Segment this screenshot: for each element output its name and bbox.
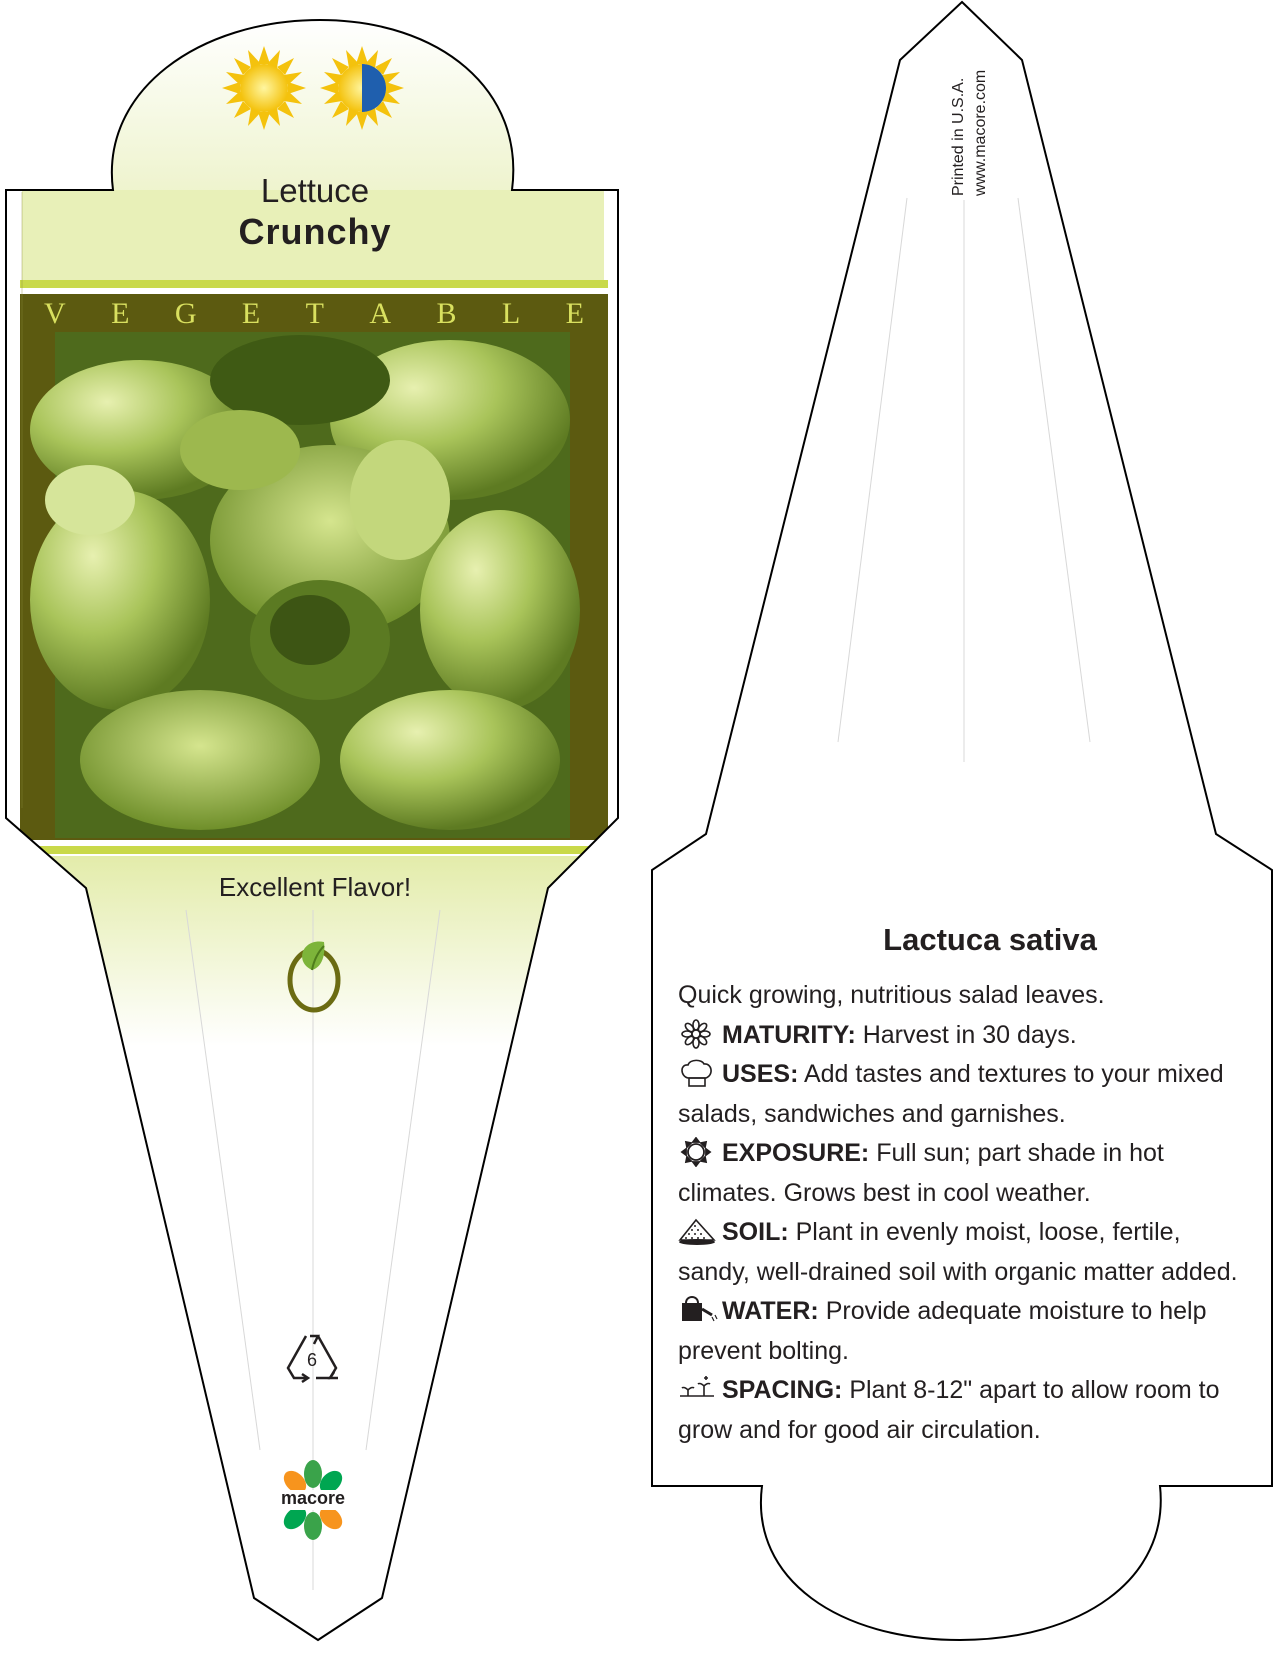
maturity-text: Harvest in 30 days. [855,1020,1077,1049]
flower-icon [678,1019,718,1049]
category-letter: V [44,297,66,330]
exposure-text: Full sun; part shade in hot climates. Grows best in cool weather. [678,1139,1164,1207]
uses-item [678,1055,1238,1134]
category-letter: A [369,297,392,330]
category-label [44,297,584,337]
seedlings-icon [678,1374,718,1404]
chef-hat-icon [678,1058,718,1088]
website: www.macore.com [972,69,989,196]
soil-icon [678,1216,718,1246]
brand-logo-text: macore [280,1488,346,1508]
water-label: WATER: [722,1297,819,1325]
uses-label: USES: [722,1060,799,1088]
sun-outline-icon [678,1137,718,1167]
category-letter: E [111,297,130,330]
printer-info [948,70,992,196]
recycle-number: 6 [306,1350,317,1370]
spacing-text: Plant 8-12" apart to allow room to grow and for good air circulation. [678,1376,1220,1444]
watering-can-icon [678,1295,718,1325]
water-item [678,1292,1238,1371]
full-sun-icon [222,46,306,130]
soil-text: Plant in evenly moist, loose, fertile, sandy, well-drained soil with organic matter added. [678,1218,1238,1286]
maturity-item [678,1016,1238,1056]
care-info [678,976,1238,1450]
top-green-band [20,280,608,288]
intro-text: Quick growing, nutritious salad leaves. [678,981,1105,1009]
soil-label: SOIL: [722,1218,789,1246]
category-letter: E [241,297,261,330]
part-sun-icon [320,46,404,130]
bottom-green-band [20,846,608,854]
uses-text: Add tastes and textures to your mixed salads, sandwiches and garnishes. [678,1060,1224,1128]
plant-name: Lettuce [260,172,370,209]
category-letter: L [501,297,521,330]
category-letter: T [305,297,324,330]
category-letter: B [436,297,457,330]
exposure-item [678,1134,1238,1213]
botanical-name: Lactuca sativa [883,922,1097,957]
category-letter: E [565,297,584,330]
printed-in: Printed in U.S.A. [950,77,967,196]
tagline: Excellent Flavor! [218,872,412,902]
soil-item [678,1213,1238,1292]
category-letter: G [174,297,197,330]
exposure-label: EXPOSURE: [722,1139,870,1167]
maturity-label: MATURITY: [722,1020,856,1049]
variety-name: Crunchy [238,211,392,252]
lettuce-photo [30,332,580,838]
spacing-item [678,1371,1238,1450]
water-text: Provide adequate moisture to help prevent bolting. [678,1297,1207,1365]
spacing-label: SPACING: [722,1376,843,1404]
